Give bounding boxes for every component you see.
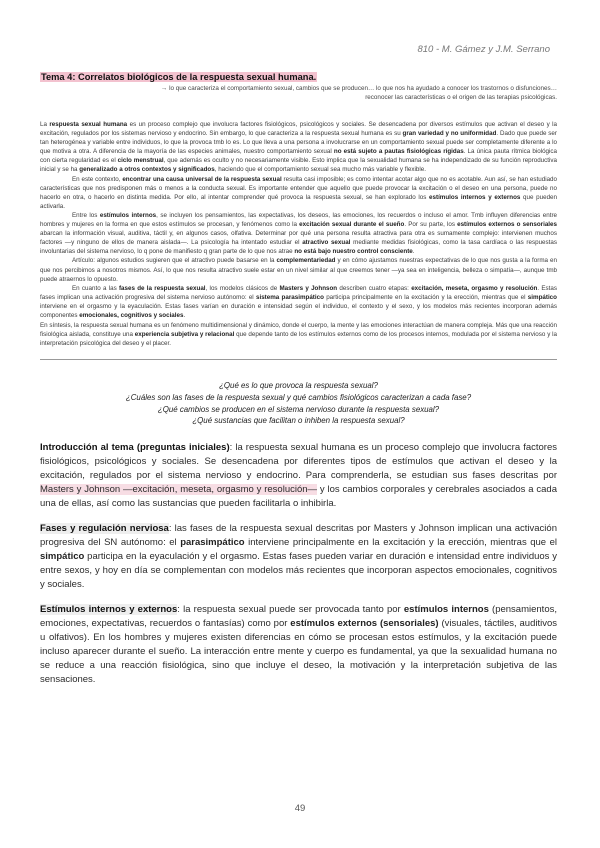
summary-paragraph-stimuli: Estímulos internos y externos: la respuesta sexual puede ser provocada tanto por estímulos internos (pensamientos, emociones, expectativas, recuerdos o fantasías) como por estímulos externos (sensoriales) (visuales, táctiles, auditivos u olfativos). En los hombres y mujeres existen diferencias en cómo se procesan estos estímulos, y la excitación puede incluso aparecer durante el sueño. La interacción entre mente y cuerpo es fundamental, ya que la sexualidad humana no se reduce a una reacción fisiológica, sino que incluye el deseo, la motivación y la interpretación subjetiva de las sensaciones.	[40, 604, 557, 686]
question-1: ¿Qué es lo que provoca la respuesta sexual?	[219, 381, 378, 391]
summary-paragraph-intro: Introducción al tema (preguntas iniciales): la respuesta sexual humana es un proceso complejo que involucra factores fisiológicos, psicológicos y sociales. Se desencadena por diferentes tipos de estímulos que activan el deseo y la excitación, regulados por el sistema nervioso y endocrino. Para comprenderla, se estudian sus fases descritas por Masters y Johnson —excitación, meseta, orgasmo y resolución— y los cambios corporales y cerebrales asociados a cada una de ellas, así como las sustancias que pueden facilitarla o inhibirla.	[40, 442, 557, 510]
topic-title	[40, 72, 557, 82]
summary-label-intro: Introducción al tema (preguntas iniciales)	[40, 442, 230, 454]
page-number: 49	[294, 803, 306, 814]
masters-johnson-highlight: Masters y Johnson —excitación, meseta, orgasmo y resolución—	[40, 484, 318, 496]
notes-paragraph-4: Artículo: algunos estudios sugieren que el atractivo puede basarse en la complementariedad y en cómo ajustamos nuestras expectativas de lo que nos gusta a la forma en que nos percibimos a nosotros mismos. Así, lo que nos resulta atractivo suele estar en un nivel similar al que creemos tener —ya sea en inteligencia, belleza o simpatía—, aunque tmb puede atraernos lo opuesto.	[40, 257, 557, 283]
right-arrow-icon: →	[160, 85, 168, 92]
summary-section	[40, 441, 557, 687]
notes-paragraph-3: Entre los estímulos internos, se incluyen los pensamientos, las expectativas, los deseos, las emociones, los recuerdos o incluso el amor. Tmb influyen diferencias entre hombres y mujeres en la forma en que estos estímulos se procesan, y fenómenos como la excitación sexual durante el sueño. Por su parte, los estímulos externos o sensoriales abarcan la información visual, auditiva, táctil y, en algunos casos, olfativa. Determinar por qué una persona resulta atractiva para otra es sumamente complejo: intervienen muchos factores —y ninguno de ellos de manera aislada—. La psicología ha intentado estudiar el atractivo sexual mediante medidas fisiológicas, como la tasa cardíaca o las respuestas involuntarias del sistema nervioso, lo q pone de manifiesto q gran parte de lo que nos atrae no está bajo nuestro control consciente.	[40, 211, 558, 256]
page-body	[40, 72, 557, 698]
topic-title-text: Tema 4: Correlatos biológicos de la respuesta sexual humana.	[41, 72, 317, 82]
running-head: 810 - M. Gámez y J.M. Serrano	[417, 44, 550, 55]
summary-label-phases: Fases y regulación nerviosa	[40, 523, 169, 535]
summary-label-stimuli: Estímulos internos y externos	[40, 604, 178, 616]
notes-paragraph-2: En este contexto, encontrar una causa universal de la respuesta sexual resulta casi imposible; es como intentar acotar algo que no es acotable. Aun así, se han estudiado características que nos predisponen más o menos a la conducta sexual. Es importante entender que aquello que puede provocar la excitación o el deseo en una persona, puede no hacerlo en otra, o hacerlo en distinta medida. Por ello, al intentar comprender qué provoca la respuesta sexual, se han explorado los estímulos internos y externos que pueden activarla.	[40, 175, 558, 210]
notes-paragraph-5: En cuanto a las fases de la respuesta sexual, los modelos clásicos de Masters y Johnson describen cuatro etapas: excitación, meseta, orgasmo y resolución. Estas fases implican una activación progresiva del sistema nervioso autónomo: el sistema parasimpático participa principalmente en la excitación y la erección, mientras que el simpático interviene en el orgasmo y la eyaculación. Estas fases varían en duración e intensidad según el individuo, el contexto y el sexo, y los modelos más recientes incorporan además componentes emocionales, cognitivos y sociales.	[40, 284, 557, 319]
subtitle-line-2: reconocer las características o el origen de las terapias psicológicas.	[365, 94, 557, 101]
summary-paragraph-phases: Fases y regulación nerviosa: las fases de la respuesta sexual descritas por Masters y Johnson implican una activación progresiva del SN autónomo: el parasimpático interviene principalmente en la excitación y la erección, mientras que el simpático participa en la eyaculación y el orgasmo. Estas fases pueden variar en duración e intensidad entre individuos y entre sexos, y hoy en día se complementan con modelos más recientes que incorporan aspectos emocionales, cognitivos y sociales.	[40, 523, 558, 591]
section-divider	[40, 359, 557, 360]
question-3: ¿Qué cambios se producen en el sistema nervioso durante la respuesta sexual?	[157, 404, 440, 414]
question-4: ¿Qué sustancias que facilitan o inhiben la respuesta sexual?	[192, 416, 405, 426]
question-2: ¿Cuáles son las fases de la respuesta sexual y qué cambios fisiológicos caracterizan a cada fase?	[125, 393, 472, 403]
topic-subtitle	[40, 84, 557, 102]
notes-paragraph-1: La respuesta sexual humana es un proceso complejo que involucra factores fisiológicos, psicológicos y sociales. Se desencadena por diversos estímulos que activan el deseo y la excitación, regulados por los sistemas nervioso y endocrino. Sin embargo, lo que caracteriza a la respuesta sexual humana es su gran variedad y no uniformidad. Dado que puede ser tan heterogénea y variable entre individuos, lo que la provoca tmb lo es. Lo que lleva a una persona a involucrarse en un comportamiento sexual puede ser completamente diferente a lo que motiva a otra. A diferencia de la mayoría de las especies animales, nuestro comportamiento sexual no está sujeto a pautas fisiológicas rígidas. La única pauta rítmica biológica con cierta regularidad es el ciclo menstrual, que además es oculto y no necesariamente visible. Esto implica que la sexualidad humana se ha independizado de su función reproductiva inicial y se ha generalizado a otros contextos y significados, haciendo que el comportamiento sexual sea mucho más variable y flexible.	[40, 121, 558, 174]
notes-paragraph-6: En síntesis, la respuesta sexual humana es un fenómeno multidimensional y dinámico, donde el cuerpo, la mente y las emociones interactúan de manera compleja. Más que una reacción fisiológica aislada, constituye una experiencia subjetiva y relacional que depende tanto de los estímulos externos como de los procesos internos, modulada por el sistema nervioso y la interpretación psicológica del deseo y el placer.	[40, 322, 557, 348]
guiding-questions	[40, 380, 557, 427]
subtitle-line-1: → lo que caracteriza el comportamiento sexual, cambios que se producen… lo que nos ha ayudado a conocer los trastornos o disfunciones…	[160, 85, 557, 92]
notes-dense-text	[40, 120, 557, 348]
